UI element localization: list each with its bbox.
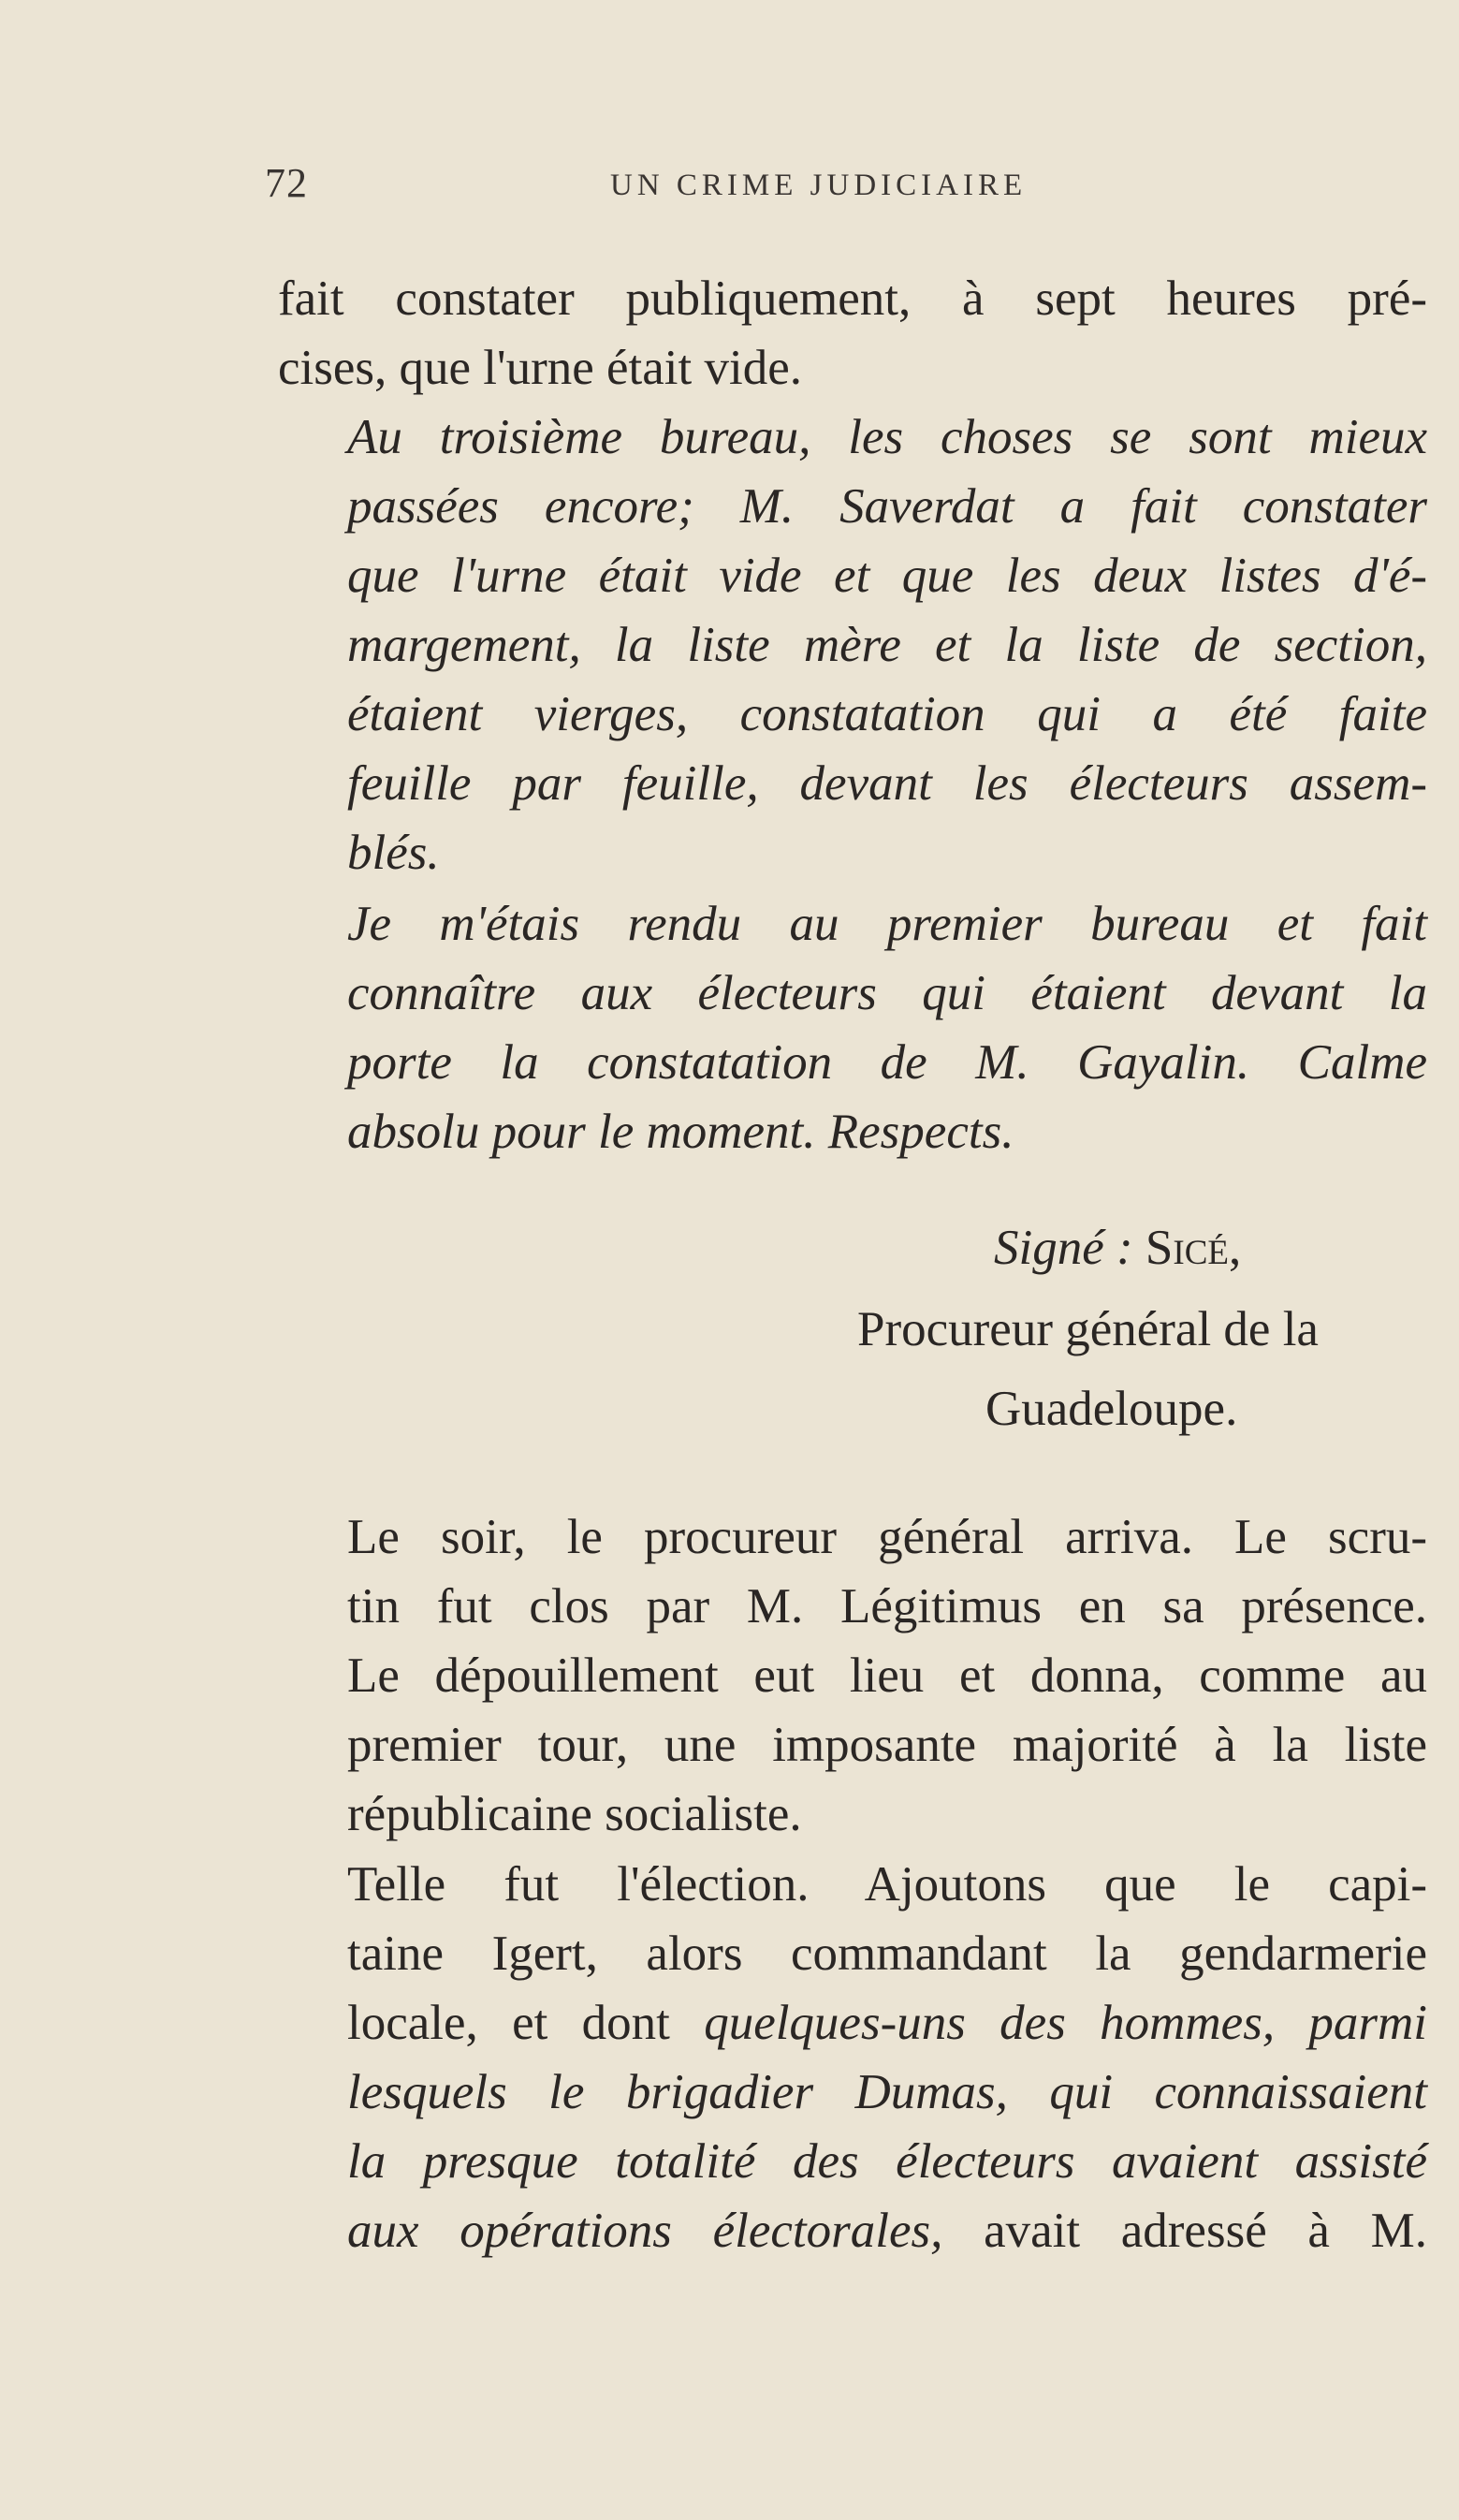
- running-title: UN CRIME JUDICIAIRE: [610, 168, 1028, 202]
- text-line: taine Igert, alors commandant la gendarmerie: [347, 1927, 1427, 1981]
- text-line: blés.: [347, 826, 440, 880]
- text-line: tin fut clos par M. Légitimus en sa présence.: [347, 1579, 1427, 1634]
- text-line: lesquels le brigadier Dumas, qui connaissaient: [347, 2065, 1427, 2119]
- text-line: porte la constatation de M. Gayalin. Calme: [347, 1035, 1427, 1090]
- text-line: la presque totalité des électeurs avaient assisté: [347, 2134, 1427, 2189]
- text-line: républicaine socialiste.: [347, 1787, 802, 1841]
- text-line: passées encore; M. Saverdat a fait constater: [347, 479, 1427, 534]
- paragraph-1: [278, 264, 1427, 403]
- text-line: fait constater publiquement, à sept heures pré-: [278, 271, 1427, 326]
- paragraph-5: [278, 1850, 1427, 2265]
- text-line: [278, 1988, 1427, 2058]
- text-line: étaient vierges, constatation qui a été faite: [347, 687, 1427, 741]
- italic-fragment: aux opérations électorales,: [347, 2204, 943, 2258]
- paragraph-2: [278, 403, 1427, 887]
- signatory-title: Procureur général de la: [857, 1302, 1319, 1356]
- text-line: premier tour, une imposante majorité à la liste: [347, 1718, 1427, 1772]
- page-number: 72: [265, 160, 308, 206]
- signatory-place: Guadeloupe.: [985, 1382, 1238, 1436]
- text-fragment: locale, et dont: [347, 1996, 670, 2050]
- text-line: [278, 2196, 1427, 2265]
- text-line: connaître aux électeurs qui étaient devant la: [347, 966, 1427, 1020]
- text-line: cises, que l'urne était vide.: [278, 341, 802, 395]
- text-line: Le soir, le procureur général arriva. Le scru-: [347, 1510, 1427, 1564]
- text-line: que l'urne était vide et que les deux listes d'é-: [347, 549, 1427, 603]
- text-line: Je m'étais rendu au premier bureau et fait: [347, 897, 1427, 951]
- signed-label: Signé :: [994, 1221, 1133, 1275]
- text-line: Telle fut l'élection. Ajoutons que le capi-: [347, 1857, 1427, 1912]
- text-line: absolu pour le moment. Respects.: [347, 1105, 1014, 1159]
- signature-line: [994, 1206, 1459, 1290]
- paragraph-4: [278, 1502, 1427, 1849]
- text-line: Le dépouillement eut lieu et donna, comme au: [347, 1648, 1427, 1703]
- italic-fragment: quelques-uns des hommes, parmi: [704, 1996, 1428, 2050]
- text-line: feuille par feuille, devant les électeurs assem-: [347, 756, 1427, 811]
- text-line: Au troisième bureau, les choses se sont mieux: [347, 410, 1427, 464]
- signatory-name: Sicé,: [1145, 1221, 1242, 1275]
- text-fragment: avait adressé à M.: [984, 2204, 1427, 2258]
- paragraph-3: [278, 889, 1427, 1166]
- text-line: margement, la liste mère et la liste de section,: [347, 618, 1427, 672]
